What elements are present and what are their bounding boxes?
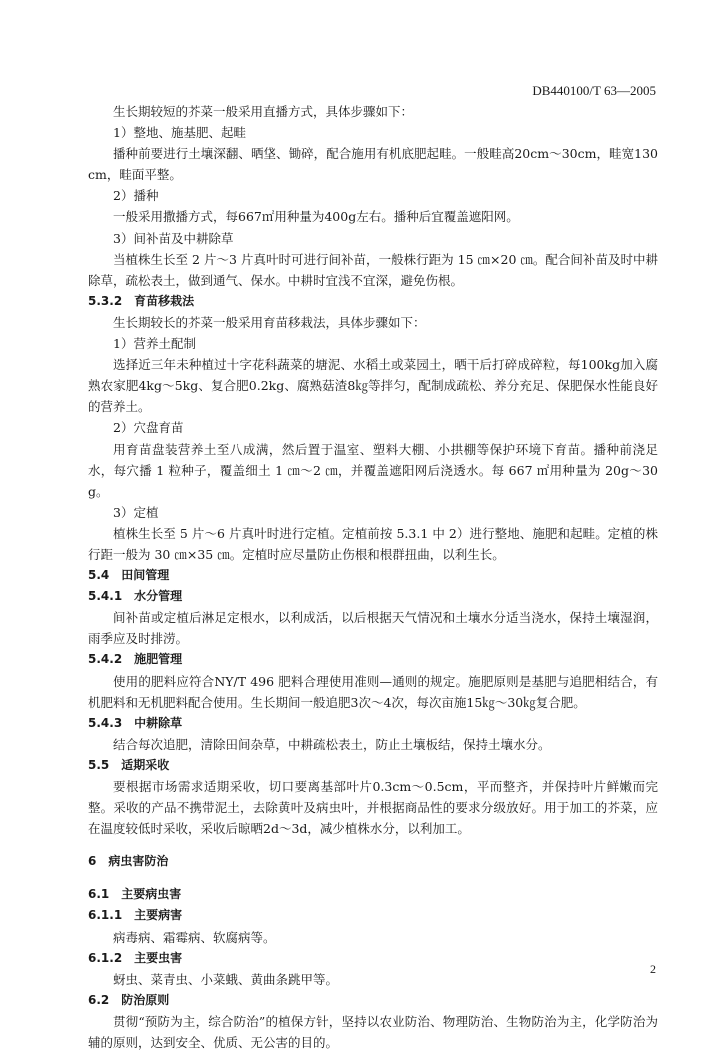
- paragraph: 要根据市场需求适期采收，切口要离基部叶片0.3cm～0.5cm，平而整齐，并保持叶片鲜嫩而完整。采收的产品不携带泥土，去除黄叶及病虫叶，并根据商品性的要求分级放好。用于加工的芥菜，应在温度较低时采收，采收后晾晒2d～3d，减少植株水分，以利加工。: [88, 779, 658, 837]
- chapter-heading: 6 病虫害防治: [88, 854, 169, 869]
- paragraph: 生长期较长的芥菜一般采用育苗移栽法，具体步骤如下：: [113, 314, 426, 330]
- sub-item-label: 1）整地、施基肥、起畦: [113, 125, 246, 141]
- paragraph: 蚜虫、菜青虫、小菜蛾、黄曲条跳甲等。: [113, 971, 339, 987]
- document-code: DB440100/T 63—2005: [532, 83, 656, 98]
- paragraph: 使用的肥料应符合NY/T 496 肥料合理使用准则—通则的规定。施肥原则是基肥与追肥相结合，有机肥料和无机肥料配合使用。生长期间一般追肥3次～4次，每次亩施15㎏～30㎏复合肥。: [88, 673, 658, 710]
- section-heading: 6.2 防治原则: [88, 992, 170, 1007]
- section-heading: 5.3.2 育苗移栽法: [88, 293, 195, 308]
- paragraph: 一般采用撒播方式，每667㎡用种量为400g左右。播种后宜覆盖遮阳网。: [113, 209, 519, 225]
- paragraph: 生长期较短的芥菜一般采用直播方式，具体步骤如下：: [113, 104, 414, 119]
- paragraph: 用育苗盘装营养土至八成满，然后置于温室、塑料大棚、小拱棚等保护环境下育苗。播种前浇足水，每穴播 1 粒种子，覆盖细土 1 ㎝～2 ㎝，并覆盖遮阳网后浇透水。每 667 ㎡用种量为 20g～30g。: [88, 441, 658, 499]
- paragraph: 病毒病、霜霉病、软腐病等。: [113, 929, 276, 945]
- section-heading: 6.1.2 主要虫害: [88, 950, 183, 965]
- paragraph: 结合每次追肥，清除田间杂草，中耕疏松表土，防止土壤板结，保持土壤水分。: [113, 736, 551, 752]
- section-heading: 5.4 田间管理: [88, 568, 170, 583]
- paragraph: 间补苗或定植后淋足定根水，以利成活，以后根据天气情况和土壤水分适当浇水，保持土壤湿润，雨季应及时排涝。: [88, 610, 658, 647]
- page-number: 2: [650, 962, 656, 976]
- paragraph: 贯彻“预防为主，综合防治”的植保方针，坚持以农业防治、物理防治、生物防治为主，化学防治为辅的原则，达到安全、优质、无公害的目的。: [88, 1013, 658, 1051]
- sub-item-label: 3）定植: [113, 504, 159, 520]
- section-heading: 6.1.1 主要病害: [88, 908, 183, 923]
- section-heading: 5.4.2 施肥管理: [88, 652, 183, 667]
- paragraph: 选择近三年未种植过十字花科蔬菜的塘泥、水稻土或菜园土，晒干后打碎成碎粒，每100kg加入腐熟农家肥4kg～5kg、复合肥0.2kg、腐熟菇渣8㎏等拌匀，配制成疏松、养分充足、保肥保水性能良好的营养土。: [88, 357, 658, 415]
- paragraph: 植株生长至 5 片～6 片真叶时进行定植。定植前按 5.3.1 中 2）进行整地、施肥和起畦。定植的株行距一般为 30 ㎝×35 ㎝。定植时应尽量防止伤根和根群扭曲，以利生长。: [88, 525, 658, 562]
- paragraph: 当植株生长至 2 片～3 片真叶时可进行间补苗，一般株行距为 15 ㎝×20 ㎝。配合间补苗及时中耕除草，疏松表土，做到通气、保水。中耕时宜浅不宜深，避免伤根。: [88, 251, 658, 288]
- sub-item-label: 1）营养土配制: [113, 336, 196, 352]
- sub-item-label: 2）播种: [113, 188, 159, 204]
- section-heading: 5.5 适期采收: [88, 757, 170, 772]
- sub-item-label: 2）穴盘育苗: [113, 420, 184, 436]
- section-heading: 5.4.3 中耕除草: [88, 715, 183, 730]
- document-body: [88, 101, 658, 1053]
- section-heading: 6.1 主要病虫害: [88, 887, 182, 902]
- paragraph: 播种前要进行土壤深翻、晒垡、锄碎，配合施用有机底肥起畦。一般畦高20cm～30cm，畦宽130cm，畦面平整。: [88, 146, 658, 183]
- section-heading: 5.4.1 水分管理: [88, 589, 183, 604]
- sub-item-label: 3）间补苗及中耕除草: [113, 230, 234, 246]
